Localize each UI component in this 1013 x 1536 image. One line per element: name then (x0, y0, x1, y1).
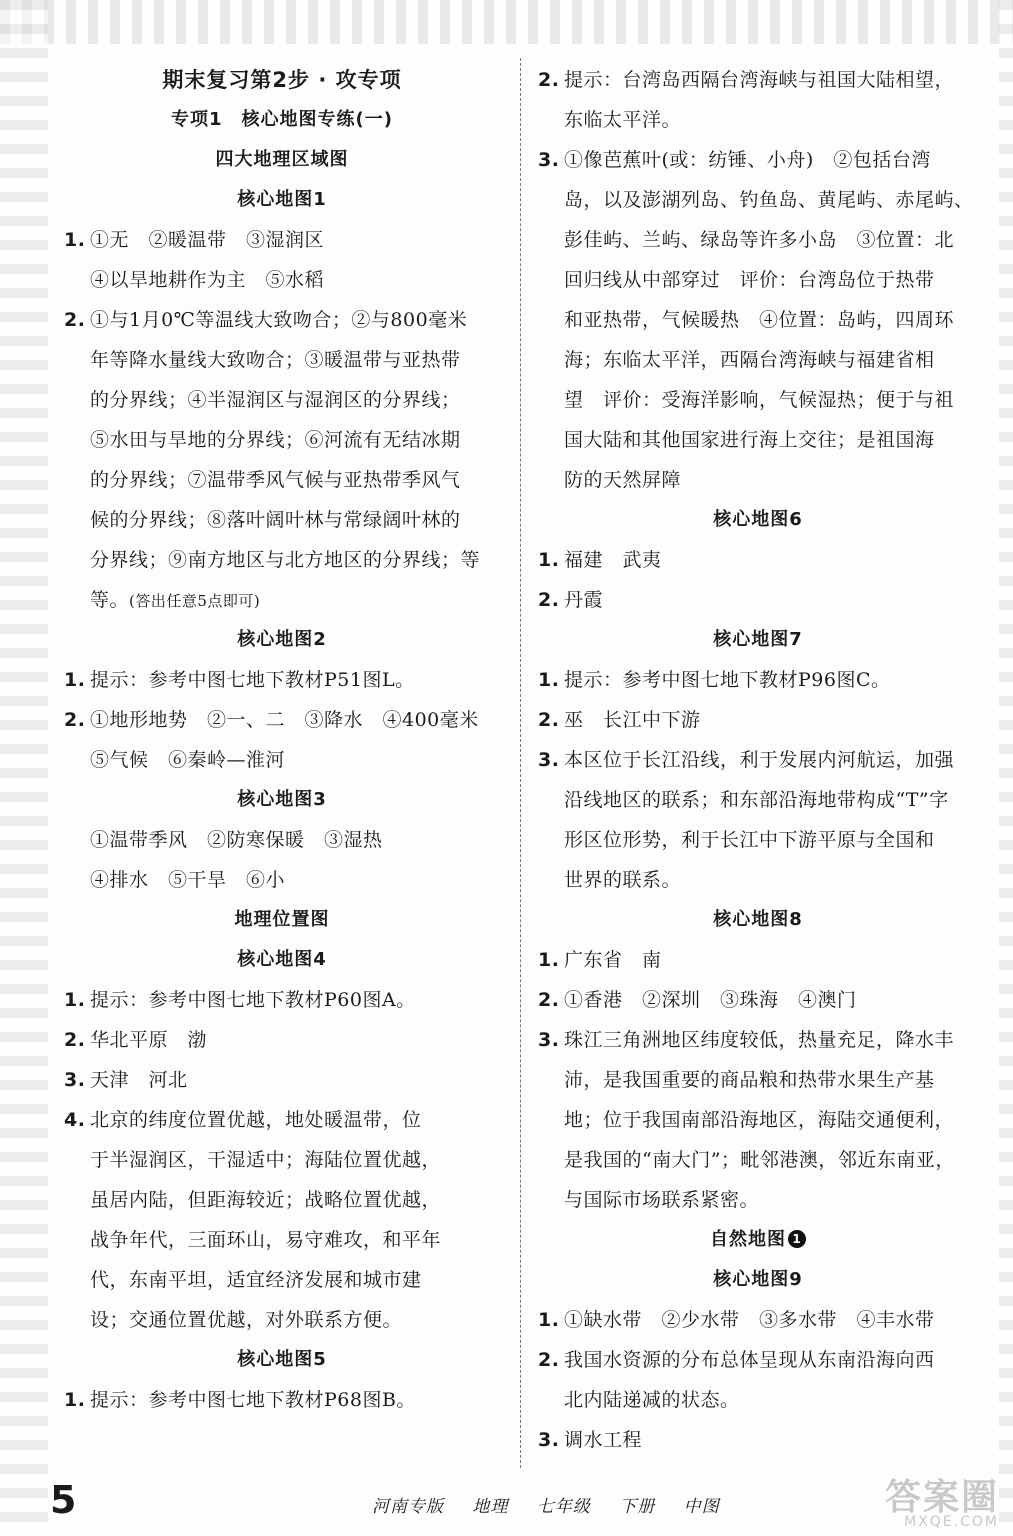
question-number: 2. (64, 1029, 86, 1051)
question-number: 1. (64, 229, 86, 251)
answer-line: 代，东南平坦，适宜经济发展和城市建 (90, 1269, 422, 1291)
answer-line: 3. 珠江三角洲地区纬度较低，热量充足，降水丰 (538, 1020, 978, 1060)
answer-line: 虽居内陆，但距海较近；战略位置优越， (90, 1189, 442, 1211)
question-number: 1. (538, 949, 560, 971)
answer-line: 的分界线；⑦温带季风气候与亚热带季风气 (90, 469, 461, 491)
answer-line: 3. ①像芭蕉叶(或：纺锤、小舟) ②包括台湾 (538, 140, 978, 180)
answer-line: 彭佳屿、兰屿、绿岛等许多小岛 ③位置：北 (564, 229, 955, 251)
watermark-logo (829, 1478, 999, 1528)
map-heading: 核心地图9 (713, 1269, 803, 1290)
answer-line: 和亚热带，气候暖热 ④位置：岛屿，四周环 (564, 309, 955, 331)
question-number: 1. (538, 549, 560, 571)
answer-line: 等。(答出任意5点即可) (90, 589, 261, 611)
answer-line: 3. 调水工程 (538, 1420, 978, 1460)
answer-line: 的分界线；④半湿润区与湿润区的分界线； (90, 389, 461, 411)
page-edge-right (999, 0, 1013, 1536)
answer-line: ⑤气候 ⑥秦岭—淮河 (90, 749, 286, 771)
footer-grade: 七年级 (536, 1497, 591, 1517)
question-number: 3. (538, 1029, 560, 1051)
answer-line: 4. 北京的纬度位置优越，地处暖温带，位 (64, 1100, 500, 1140)
answer-line: 1. 提示：参考中图七地下教材P60图A。 (64, 980, 500, 1020)
left-column (64, 60, 500, 1420)
map-heading: 核心地图8 (713, 909, 803, 930)
footer-volume: 下册 (619, 1497, 656, 1517)
question-number: 1. (64, 669, 86, 691)
footer-publisher: 中图 (683, 1497, 720, 1517)
page-number: 5 (50, 1478, 77, 1522)
question-number: 2. (538, 589, 560, 611)
answer-line: 北内陆递减的状态。 (564, 1389, 740, 1411)
answer-line: ①温带季风 ②防寒保暖 ③湿热 (90, 829, 383, 851)
answer-line: 2. ①与1月0℃等温线大致吻合；②与800毫米 (64, 300, 500, 340)
watermark-url: MXQE.COM (904, 1514, 999, 1530)
answer-line: 于半湿润区，干湿适中；海陆位置优越， (90, 1149, 442, 1171)
answer-note: (答出任意5点即可) (129, 592, 261, 610)
section-number-badge: 1 (788, 1230, 806, 1248)
answer-line: 战争年代，三面环山，易守难攻，和平年 (90, 1229, 442, 1251)
answer-line: 东临太平洋。 (564, 109, 682, 131)
page-title: 期末复习第2步 · 攻专项 (162, 68, 402, 92)
footer-edition: 河南专版 (372, 1497, 444, 1517)
question-number: 1. (64, 989, 86, 1011)
answer-line: 2. 华北平原 渤 (64, 1020, 500, 1060)
map-heading: 核心地图1 (237, 189, 327, 210)
answer-line: 世界的联系。 (564, 869, 682, 891)
question-number: 1. (538, 1309, 560, 1331)
section-heading: 自然地图 1 (538, 1220, 978, 1260)
answer-line: 国大陆和其他国家进行海上交往；是祖国海 (564, 429, 935, 451)
watermark-mark: 答案圈 (884, 1477, 999, 1518)
question-number: 2. (538, 709, 560, 731)
answer-line: 年等降水量线大致吻合；③暖温带与亚热带 (90, 349, 461, 371)
answer-line: 与国际市场联系紧密。 (564, 1189, 760, 1211)
question-number: 1. (64, 1389, 86, 1411)
answer-line: 2. 提示：台湾岛西隔台湾海峡与祖国大陆相望， (538, 60, 978, 100)
question-number: 3. (538, 149, 560, 171)
question-number: 4. (64, 1109, 86, 1131)
answer-line: 1. ①缺水带 ②少水带 ③多水带 ④丰水带 (538, 1300, 978, 1340)
answer-line: 1. ①无 ②暖温带 ③湿润区 (64, 220, 500, 260)
answer-line: 回归线从中部穿过 评价：台湾岛位于热带 (564, 269, 935, 291)
answer-line: ④排水 ⑤干旱 ⑥小 (90, 869, 286, 891)
column-divider (520, 58, 521, 1468)
answer-line: ⑤水田与旱地的分界线；⑥河流有无结冰期 (90, 429, 461, 451)
question-number: 1. (538, 669, 560, 691)
question-number: 2. (538, 69, 560, 91)
answer-line: 岛，以及澎湖列岛、钓鱼岛、黄尾屿、赤尾屿、 (564, 189, 974, 211)
right-column (538, 60, 978, 1460)
answer-line: 海；东临太平洋，西隔台湾海峡与福建省相 (564, 349, 935, 371)
answer-line: 形区位形势，利于长江中下游平原与全国和 (564, 829, 935, 851)
question-number: 3. (538, 749, 560, 771)
map-heading: 核心地图4 (237, 949, 327, 970)
map-heading: 核心地图7 (713, 629, 803, 650)
page-edge-top (0, 0, 1013, 44)
map-heading: 核心地图5 (237, 1349, 327, 1370)
answer-line: 1. 广东省 南 (538, 940, 978, 980)
question-number: 2. (538, 989, 560, 1011)
answer-line: 2. ①地形地势 ②一、二 ③降水 ④400毫米 (64, 700, 500, 740)
answer-line: 3. 本区位于长江沿线，利于发展内河航运，加强 (538, 740, 978, 780)
answer-line: 2. 巫 长江中下游 (538, 700, 978, 740)
section-heading: 地理位置图 (234, 909, 330, 930)
map-heading: 核心地图3 (237, 789, 327, 810)
question-number: 3. (64, 1069, 86, 1091)
answer-line: 望 评价：受海洋影响，气候湿热；便于与祖 (564, 389, 955, 411)
answer-line: 2. ①香港 ②深圳 ③珠海 ④澳门 (538, 980, 978, 1020)
answer-line: 1. 提示：参考中图七地下教材P51图L。 (64, 660, 500, 700)
answer-line: 沛，是我国重要的商品粮和热带水果生产基 (564, 1069, 935, 1091)
question-number: 2. (64, 709, 86, 731)
map-heading: 核心地图2 (237, 629, 327, 650)
answer-line: 候的分界线；⑧落叶阔叶林与常绿阔叶林的 (90, 509, 461, 531)
answer-line: 1. 福建 武夷 (538, 540, 978, 580)
footer-info (372, 1492, 742, 1517)
answer-line: 是我国的“南大门”；毗邻港澳，邻近东南亚， (564, 1149, 955, 1171)
footer-subject: 地理 (472, 1497, 509, 1517)
answer-line: 设；交通位置优越，对外联系方便。 (90, 1309, 403, 1331)
answer-line: 2. 丹霞 (538, 580, 978, 620)
answer-line: 地；位于我国南部沿海地区，海陆交通便利， (564, 1109, 955, 1131)
question-number: 3. (538, 1429, 560, 1451)
answer-line: 防的天然屏障 (564, 469, 682, 491)
answer-line: 分界线；⑨南方地区与北方地区的分界线；等 (90, 549, 481, 571)
question-number: 2. (538, 1349, 560, 1371)
answer-line: 1. 提示：参考中图七地下教材P68图B。 (64, 1380, 500, 1420)
answer-line: ④以旱地耕作为主 ⑤水稻 (90, 269, 325, 291)
answer-line: 沿线地区的联系；和东部沿海地带构成“T”字 (564, 789, 949, 811)
page-subtitle: 专项1 核心地图专练(一) (171, 109, 393, 130)
answer-line: 2. 我国水资源的分布总体呈现从东南沿海向西 (538, 1340, 978, 1380)
page-footer (50, 1478, 1013, 1528)
page-edge-left (0, 0, 48, 1536)
question-number: 2. (64, 309, 86, 331)
answer-line: 3. 天津 河北 (64, 1060, 500, 1100)
answer-line: 1. 提示：参考中图七地下教材P96图C。 (538, 660, 978, 700)
map-heading: 核心地图6 (713, 509, 803, 530)
section-heading: 四大地理区域图 (215, 149, 349, 170)
